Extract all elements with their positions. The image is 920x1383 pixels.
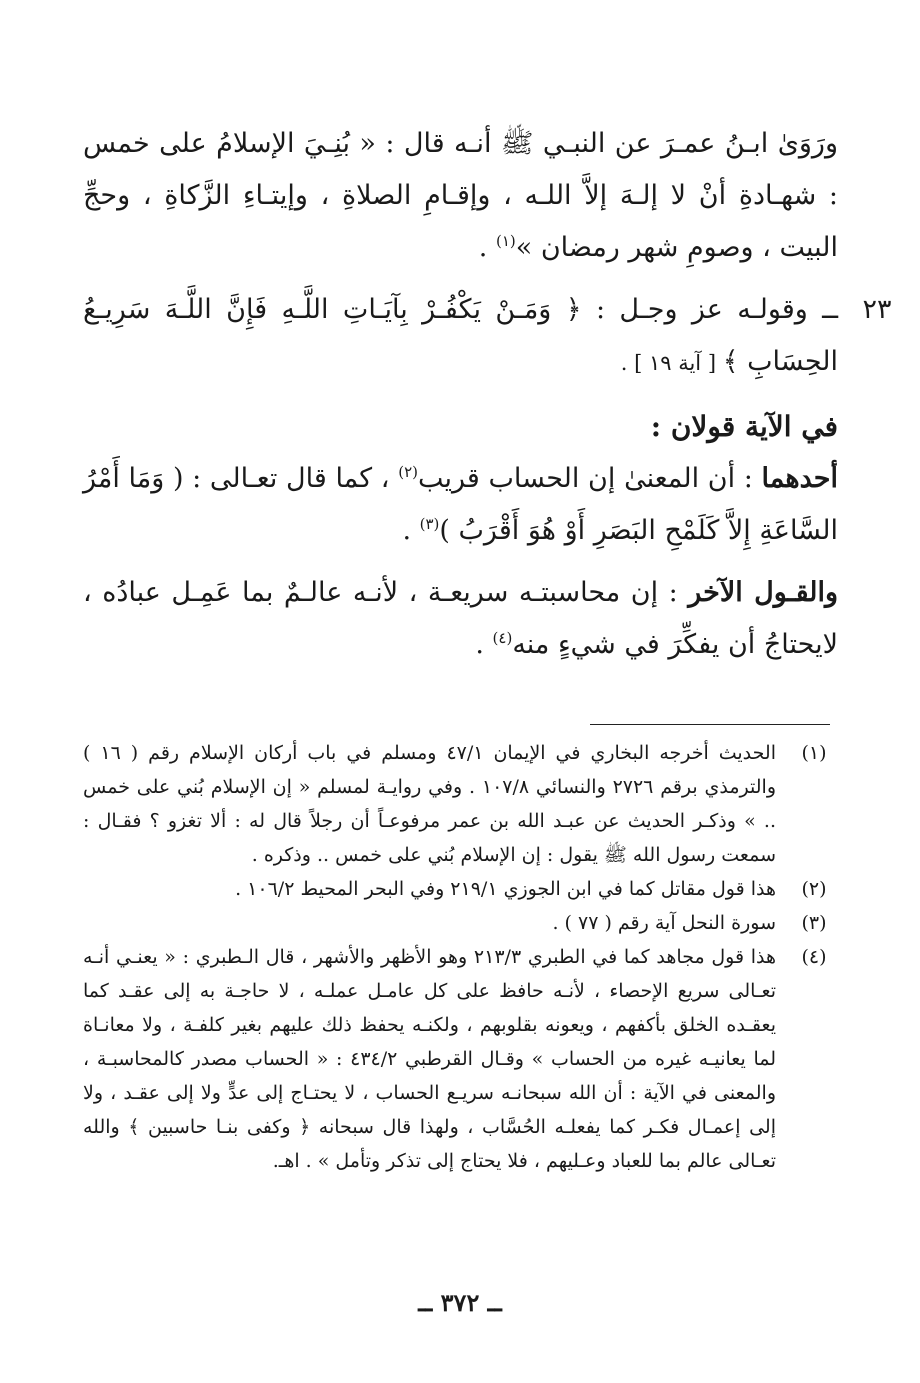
footnote-ref-3[interactable]: (٣) (419, 515, 440, 533)
footnote-ref-2[interactable]: (٢) (398, 463, 418, 481)
footnote-ref-4[interactable]: (٤) (492, 629, 513, 647)
first-opinion-label: أحدهما (761, 463, 838, 494)
footnote-number: (٤) (801, 946, 827, 968)
footnote-divider (590, 724, 830, 725)
paragraph-hadith (83, 118, 838, 274)
paragraph-second-opinion (83, 567, 838, 671)
verse-reference: [ آية ١٩ ] . (620, 351, 723, 375)
page-number: ــ ٣٧٢ ــ (418, 1288, 502, 1317)
footnote-4 (83, 940, 838, 1178)
footnote-3 (83, 906, 838, 940)
main-text (83, 118, 892, 671)
item-intro: وقولـه عز وجـل : (581, 294, 808, 325)
footnote-ref-1[interactable]: (١) (495, 232, 516, 250)
footnote-text: الحديث أخرجه البخاري في الإيمان ٤٧/١ ومسلم في باب أركان الإسلام رقم ( ١٦ ) والترمذي برقم ٢٧٢٦ والنسائي ١٠٧/٨ . وفي روايـة لمسلم « إن الإسلام بُني على خمس .. » وذكـر الحديث عن عبـد الله بن عمر مرفوعـاً أن رجلاً قال له : ألا تغزو ؟ فقـال : سمعت رسول الله ﷺ يقول : إن الإسلام بُني على خمس .. وذكره . (83, 742, 776, 866)
hadith-text: ورَوَىٰ ابـنُ عمـرَ عن النبـي ﷺ أنـه قال : « بُنِـيَ الإسلامُ على خمس : شهـادةِ أنْ لا إلـهَ إلاَّ اللـه ، وإقـامِ الصلاةِ ، وإيتـاءِ الزَّكاةِ ، وحجِّ البيت ، وصومِ شهر رمضان » (83, 128, 838, 263)
second-opinion-end: . (475, 629, 493, 660)
first-opinion-text: : أن المعنىٰ إن الحساب قريب (417, 463, 762, 494)
footnote-text: هذا قول مجاهد كما في الطبري ٢١٣/٣ وهو الأظهر والأشهر ، قال الـطبري : « يعنـي أنـه تعـالى سريع الإحصاء ، لأنـه حافظ على كل عامـل عملـه ، لا حاجـة به إلى عقـد كما يعقـده الخلق بأكفهم ، ويعونه بقلوبهم ، ولكنـه يحفظ ذلك عليهم بغير كلفـة ، ولا معانـاة لما يعانيـه غيره من الحساب » وقـال القرطبي ٤٣٤/٢ : « الحساب مصدر كالمحاسبـة ، والمعنى في الآية : أن الله سبحانـه سريـع الحساب ، لا يحتـاج إلى عدٍّ ولا إلى عقـد ، ولا إلى إعمـال فكـر كما يفعلـه الحُسَّاب ، ولهذا قال سبحانه ﴿ وكفى بنـا حاسبين ﴾ والله تعـالى عالم بما للعباد وعـليهم ، فلا يحتاج إلى تذكر وتأمل » . اهـ. (83, 946, 777, 1172)
hadith-end: . (478, 232, 496, 263)
item-number: ٢٣ (862, 294, 892, 325)
footnote-2 (83, 872, 838, 906)
item-dash: ــ (807, 294, 839, 325)
footnote-text: سورة النحل آية رقم ( ٧٧ ) . (552, 912, 776, 934)
footnote-text: هذا قول مقاتل كما في ابن الجوزي ٢١٩/١ وفي البحر المحيط ١٠٦/٢ . (235, 878, 776, 900)
second-opinion-label: والقـول الآخر (688, 577, 838, 608)
first-opinion-text-2: ، كما قال تعـالى : ( وَمَا أَمْرُ السَّاعَةِ إِلاَّ كَلَمْحِ البَصَرِ أَوْ هُوَ أَقْرَبُ ) (83, 463, 838, 546)
footnote-number: (٢) (801, 878, 827, 900)
footnote-number: (١) (801, 742, 827, 764)
numbered-item-23 (83, 284, 892, 389)
footnote-number: (٣) (801, 912, 827, 934)
section-heading: في الآية قولان : (650, 410, 838, 443)
first-opinion-end: . (402, 515, 420, 546)
quran-verse: ﴿ وَمَـنْ يَكْفُـرْ بِآيَـاتِ اللَّـهِ فَإِنَّ اللَّـهَ سَرِيـعُ الحِسَابِ ﴾ (83, 294, 838, 377)
second-opinion-text: : إن محاسبتـه سريعـة ، لأنـه عالـمٌ بما عَمِـل عبادُه ، لايحتاجُ أن يفكِّرَ في شيءٍ منه (83, 577, 838, 660)
footnote-1 (83, 736, 838, 872)
paragraph-first-opinion (83, 453, 838, 557)
footnotes (83, 736, 838, 1178)
